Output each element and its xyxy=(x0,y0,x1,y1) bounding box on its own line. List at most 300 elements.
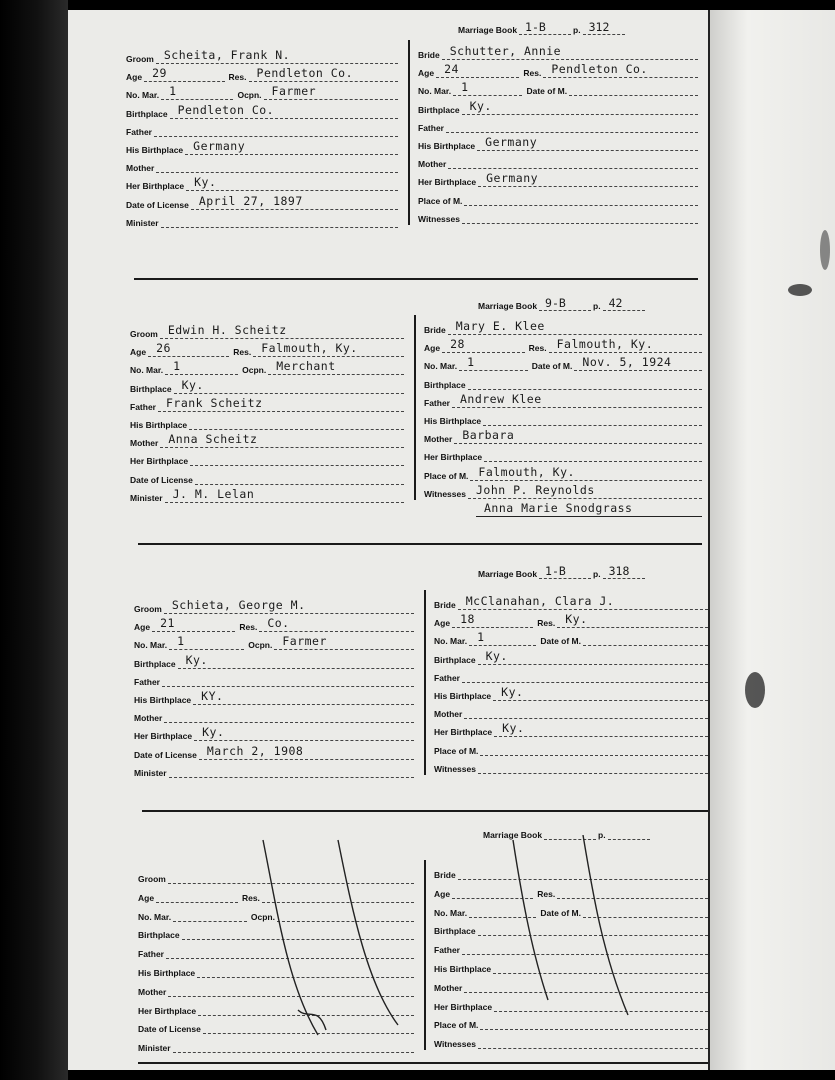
field-line-his-birthplace xyxy=(493,686,708,701)
field-label-birthplace: Birthplace xyxy=(138,930,180,941)
marriage-book-label: Marriage Book xyxy=(458,25,518,35)
bride-name-value: McClanahan, Clara J. xyxy=(465,594,615,608)
bride-witness-2-value: Anna Marie Snodgrass xyxy=(484,501,633,515)
groom-his-birthplace-value: KY. xyxy=(201,689,224,703)
field-label-her-birthplace: Her Birthplace xyxy=(434,727,493,738)
page-label: p. xyxy=(593,569,601,579)
page-label: p. xyxy=(593,301,601,311)
groom-field-row xyxy=(126,137,398,155)
field-label-witnesses: Witnesses xyxy=(418,213,460,224)
field-label-her-birthplace: Her Birthplace xyxy=(138,1005,197,1016)
field-line-name xyxy=(458,595,708,610)
bride-father-value: Andrew Klee xyxy=(459,391,542,406)
field-line-his-birthplace xyxy=(477,136,698,151)
field-label-bride: Bride xyxy=(424,325,446,335)
field-label-date-of-m: Date of M. xyxy=(540,907,581,918)
bride-date-of-m-value: Nov. 5, 1924 xyxy=(582,355,672,370)
groom-birthplace-value: Pendleton Co. xyxy=(177,102,275,117)
field-label-birthplace: Birthplace xyxy=(130,383,172,394)
field-line-name xyxy=(448,320,702,335)
groom-res-value: Co. xyxy=(267,616,290,631)
pen-stroke xyxy=(338,840,398,1025)
groom-field-row xyxy=(134,614,414,632)
field-label-date-of-license: Date of License xyxy=(138,1024,201,1035)
field-line-no-mar xyxy=(453,81,522,96)
field-label-mother: Mother xyxy=(434,709,463,720)
record-divider xyxy=(138,543,702,545)
field-label-birthplace: Birthplace xyxy=(434,926,476,937)
field-label-no-mar: No. Mar. xyxy=(418,86,452,97)
field-line-minister xyxy=(165,488,404,503)
field-line-father xyxy=(162,672,414,687)
field-line-age xyxy=(442,338,525,353)
field-label-his-birthplace: His Birthplace xyxy=(424,416,482,426)
scan-background-left xyxy=(0,0,68,1080)
field-line-witnesses xyxy=(462,209,698,224)
field-line-date-of-license xyxy=(191,195,398,210)
field-label-res: Res. xyxy=(528,343,547,354)
bride-age-value: 28 xyxy=(450,337,465,352)
bride-field-row xyxy=(424,426,702,444)
record-divider xyxy=(142,810,708,812)
groom-field-row xyxy=(126,210,398,228)
groom-field-row xyxy=(126,46,398,64)
field-label-ocpn: Ocpn. xyxy=(242,365,267,376)
field-label-age: Age xyxy=(138,892,155,903)
field-line-place-of-m xyxy=(480,741,708,756)
bride-field-row xyxy=(434,647,708,665)
bride-field-row xyxy=(424,481,702,499)
field-label-date-of-license: Date of License xyxy=(126,199,189,210)
page-number: 312 xyxy=(583,20,625,35)
field-line-father xyxy=(462,668,708,683)
groom-field-row xyxy=(134,760,414,778)
field-line-witnesses-2 xyxy=(486,778,708,792)
bride-field-row xyxy=(424,408,702,426)
field-label-no-mar: No. Mar. xyxy=(130,365,164,376)
field-line-date-of-m xyxy=(583,631,708,646)
field-label-age: Age xyxy=(130,347,147,358)
field-line-her-birthplace xyxy=(190,451,404,466)
groom-field-row xyxy=(126,64,398,82)
bride-field-row xyxy=(424,353,702,371)
field-line-name xyxy=(156,49,398,64)
groom-age-value: 29 xyxy=(152,66,167,81)
field-label-bride: Bride xyxy=(434,600,456,610)
field-line-no-mar xyxy=(165,360,238,375)
field-label-no-mar: No. Mar. xyxy=(126,90,160,101)
field-label-birthplace: Birthplace xyxy=(134,658,176,669)
field-line-birthplace xyxy=(178,654,414,669)
field-label-mother: Mother xyxy=(424,434,453,445)
field-line-her-birthplace xyxy=(494,722,708,737)
field-line-witnesses xyxy=(478,759,708,774)
field-label-minister: Minister xyxy=(126,217,159,228)
field-label-father: Father xyxy=(126,126,152,137)
field-label-witnesses: Witnesses xyxy=(434,1039,476,1050)
pen-strokes-cancelled-record xyxy=(68,835,710,1070)
field-label-res: Res. xyxy=(233,347,252,358)
bride-witness-row-2 xyxy=(484,774,708,792)
groom-field-row xyxy=(126,101,398,119)
field-line-birthplace xyxy=(174,379,404,394)
bride-field-row xyxy=(434,665,708,683)
bride-witness-row-2 xyxy=(474,499,702,517)
bride-no-mar-value: 1 xyxy=(467,355,475,370)
field-line-no-mar xyxy=(469,631,536,646)
record-divider xyxy=(134,278,698,280)
bride-field-row xyxy=(418,169,698,187)
groom-age-value: 21 xyxy=(160,616,175,631)
bride-field-row xyxy=(418,115,698,133)
field-label-her-birthplace: Her Birthplace xyxy=(130,456,189,467)
groom-ocpn-value: Farmer xyxy=(271,84,317,99)
bride-field-row xyxy=(418,78,698,96)
bride-field-row xyxy=(424,335,702,353)
page-label: p. xyxy=(573,25,581,35)
bride-field-row xyxy=(434,719,708,737)
bride-field-row xyxy=(434,756,708,774)
bride-birthplace-value: Ky. xyxy=(485,648,508,663)
field-label-mother: Mother xyxy=(418,159,447,170)
field-line-birthplace xyxy=(170,104,398,119)
field-label-res: Res. xyxy=(241,892,260,903)
field-label-father: Father xyxy=(134,676,160,687)
groom-field-row xyxy=(134,596,414,614)
field-line-name xyxy=(164,599,414,614)
bride-place-of-m-value: Falmouth, Ky. xyxy=(478,464,575,479)
groom-field-row xyxy=(130,357,404,375)
field-line-name xyxy=(160,324,404,339)
field-line-birthplace xyxy=(462,100,698,115)
field-label-res: Res. xyxy=(537,618,556,629)
bride-field-row xyxy=(418,133,698,151)
field-line-mother xyxy=(160,433,404,448)
groom-ocpn-value: Merchant xyxy=(276,359,336,374)
field-line-father xyxy=(452,393,702,408)
field-label-ocpn: Ocpn. xyxy=(237,90,262,101)
groom-field-row xyxy=(130,430,404,448)
field-label-witnesses: Witnesses xyxy=(434,763,476,774)
field-label-groom: Groom xyxy=(138,874,166,884)
field-label-his-birthplace: His Birthplace xyxy=(434,964,492,974)
field-label-res: Res. xyxy=(228,72,247,83)
field-line-date-of-license xyxy=(199,745,414,760)
bride-field-row xyxy=(434,592,708,610)
bride-res-value: Ky. xyxy=(565,612,588,627)
field-label-no-mar: No. Mar. xyxy=(434,636,468,647)
ink-smudge xyxy=(745,672,765,708)
field-label-witnesses: Witnesses xyxy=(424,488,466,499)
field-label-no-mar: No. Mar. xyxy=(424,361,458,372)
marriage-book-ref xyxy=(478,296,647,311)
field-label-his-birthplace: His Birthplace xyxy=(434,691,492,701)
groom-field-row xyxy=(126,192,398,210)
groom-field-row xyxy=(130,485,404,503)
field-label-bride: Bride xyxy=(418,50,440,60)
field-line-no-mar xyxy=(161,85,233,100)
groom-birthplace-value: Ky. xyxy=(181,377,204,392)
groom-father-value: Frank Scheitz xyxy=(165,395,263,410)
field-label-age: Age xyxy=(126,72,143,83)
groom-field-row xyxy=(126,173,398,191)
groom-date-of-license-value: March 2, 1908 xyxy=(206,743,304,758)
field-line-his-birthplace xyxy=(193,690,414,705)
field-label-date-of-license: Date of License xyxy=(130,474,193,485)
groom-res-value: Falmouth, Ky. xyxy=(261,341,358,356)
bride-her-birthplace-value: Ky. xyxy=(502,721,525,736)
groom-field-row xyxy=(130,467,404,485)
field-label-place-of-m: Place of M. xyxy=(434,745,479,756)
field-label-groom: Groom xyxy=(130,329,158,339)
field-line-father xyxy=(158,397,404,412)
field-label-res: Res. xyxy=(239,622,258,633)
groom-age-value: 26 xyxy=(156,341,171,356)
bride-field-row xyxy=(434,738,708,756)
groom-res-value: Pendleton Co. xyxy=(256,66,354,81)
groom-his-birthplace-value: Germany xyxy=(193,139,246,153)
field-label-ocpn: Ocpn. xyxy=(248,640,273,651)
field-label-birthplace: Birthplace xyxy=(434,654,476,665)
bride-his-birthplace-value: Ky. xyxy=(501,685,524,699)
field-label-age: Age xyxy=(134,622,151,633)
field-line-res xyxy=(543,63,698,78)
field-line-place-of-m xyxy=(464,191,698,206)
marriage-book-number: 1-B xyxy=(539,564,591,579)
bride-field-row xyxy=(424,317,702,335)
field-line-ocpn xyxy=(274,635,414,650)
field-label-his-birthplace: His Birthplace xyxy=(130,420,188,430)
column-divider xyxy=(414,315,416,500)
bride-no-mar-value: 1 xyxy=(461,80,469,95)
bride-field-row xyxy=(434,628,708,646)
field-line-age xyxy=(436,63,519,78)
page-bottom-rule xyxy=(138,1062,710,1064)
bride-field-row xyxy=(418,97,698,115)
bride-name-value: Mary E. Klee xyxy=(455,319,545,333)
field-line-no-mar xyxy=(459,356,528,371)
field-label-her-birthplace: Her Birthplace xyxy=(424,452,483,463)
bride-mother-value: Barbara xyxy=(462,428,515,443)
field-label-his-birthplace: His Birthplace xyxy=(138,968,196,978)
groom-field-row xyxy=(130,339,404,357)
groom-name-value: Edwin H. Scheitz xyxy=(167,323,287,337)
page-label: p. xyxy=(598,830,606,840)
groom-field-row xyxy=(126,119,398,137)
field-label-minister: Minister xyxy=(134,767,167,778)
field-line-no-mar xyxy=(169,635,244,650)
groom-field-row xyxy=(126,82,398,100)
pen-stroke xyxy=(513,840,548,1000)
bride-field-row xyxy=(434,610,708,628)
column-divider xyxy=(424,590,426,775)
scan-background-right xyxy=(710,10,835,1070)
bride-field-row xyxy=(424,390,702,408)
field-label-mother: Mother xyxy=(126,163,155,174)
field-line-res xyxy=(249,67,398,82)
field-line-her-birthplace xyxy=(186,176,398,191)
groom-field-row xyxy=(134,669,414,687)
field-label-age: Age xyxy=(434,618,451,629)
field-label-date-of-m: Date of M. xyxy=(531,361,573,372)
groom-no-mar-value: 1 xyxy=(177,634,185,649)
field-label-ocpn: Ocpn. xyxy=(250,911,275,922)
field-label-date-of-m: Date of M. xyxy=(526,86,568,97)
field-line-age xyxy=(148,342,229,357)
field-line-witnesses xyxy=(468,484,702,499)
column-divider xyxy=(408,40,410,225)
bride-birthplace-value: Ky. xyxy=(469,98,492,113)
field-label-father: Father xyxy=(138,949,164,960)
groom-minister-value: J. M. Lelan xyxy=(172,486,255,501)
bride-witness-row-2 xyxy=(468,224,698,242)
field-label-groom: Groom xyxy=(134,604,162,614)
field-label-place-of-m: Place of M. xyxy=(418,195,463,206)
field-line-his-birthplace xyxy=(185,140,398,155)
field-label-mother: Mother xyxy=(134,713,163,724)
field-label-birthplace: Birthplace xyxy=(424,379,466,390)
field-line-her-birthplace xyxy=(484,447,702,462)
groom-her-birthplace-value: Ky. xyxy=(194,175,217,190)
bride-her-birthplace-value: Germany xyxy=(486,171,539,186)
field-label-place-of-m: Place of M. xyxy=(424,470,469,481)
field-line-res xyxy=(253,342,404,357)
pen-stroke xyxy=(583,835,628,1015)
field-line-her-birthplace xyxy=(194,726,414,741)
marriage-record-3 xyxy=(68,564,710,850)
field-label-groom: Groom xyxy=(126,54,154,64)
field-line-her-birthplace xyxy=(478,172,698,187)
bride-res-value: Pendleton Co. xyxy=(551,62,648,77)
bride-age-value: 18 xyxy=(460,612,475,627)
bride-field-row xyxy=(434,701,708,719)
field-line-birthplace xyxy=(468,375,702,390)
field-line-date-of-license xyxy=(195,470,404,485)
field-line-age xyxy=(452,613,533,628)
groom-field-row xyxy=(134,651,414,669)
field-label-date-of-license: Date of License xyxy=(134,749,197,760)
field-line-father xyxy=(446,118,698,133)
bride-field-row xyxy=(424,444,702,462)
field-label-mother: Mother xyxy=(130,438,159,449)
field-label-father: Father xyxy=(130,401,156,412)
bride-name-value: Schutter, Annie xyxy=(449,44,562,58)
groom-field-row xyxy=(130,394,404,412)
field-line-date-of-m xyxy=(569,81,698,96)
groom-field-row xyxy=(130,412,404,430)
page-edge xyxy=(708,10,710,1070)
field-label-his-birthplace: His Birthplace xyxy=(126,145,184,155)
field-label-res: Res. xyxy=(537,888,556,899)
groom-field-row xyxy=(130,376,404,394)
field-label-father: Father xyxy=(434,672,460,683)
groom-field-row xyxy=(134,742,414,760)
field-line-witnesses-2 xyxy=(470,228,698,242)
groom-her-birthplace-value: Ky. xyxy=(202,725,225,740)
field-label-father: Father xyxy=(418,122,444,133)
groom-field-row xyxy=(126,155,398,173)
bride-witnesses-value: John P. Reynolds xyxy=(475,482,595,497)
groom-mother-value: Anna Scheitz xyxy=(168,432,258,447)
bride-field-row xyxy=(418,188,698,206)
field-label-bride: Bride xyxy=(434,870,456,880)
field-label-her-birthplace: Her Birthplace xyxy=(134,731,193,742)
ink-smudge xyxy=(788,284,812,296)
field-line-mother xyxy=(464,704,708,719)
field-line-res xyxy=(549,338,702,353)
bride-age-value: 24 xyxy=(444,62,459,77)
field-line-mother xyxy=(454,429,702,444)
groom-field-row xyxy=(130,321,404,339)
bride-field-row xyxy=(418,42,698,60)
ink-smudge xyxy=(820,230,830,270)
field-line-father xyxy=(154,122,398,137)
field-line-minister xyxy=(169,763,414,778)
groom-birthplace-value: Ky. xyxy=(185,652,208,667)
bride-his-birthplace-value: Germany xyxy=(485,135,538,149)
marriage-book-label: Marriage Book xyxy=(483,830,543,840)
field-label-birthplace: Birthplace xyxy=(418,104,460,115)
bride-no-mar-value: 1 xyxy=(477,630,485,645)
field-line-mother xyxy=(448,154,698,169)
field-label-no-mar: No. Mar. xyxy=(134,640,168,651)
field-line-minister xyxy=(161,213,398,228)
groom-name-value: Schieta, George M. xyxy=(171,598,306,612)
field-line-res xyxy=(259,617,414,632)
page-number: 318 xyxy=(603,564,645,579)
field-label-her-birthplace: Her Birthplace xyxy=(418,177,477,188)
field-line-ocpn xyxy=(268,360,404,375)
groom-field-row xyxy=(134,687,414,705)
bride-res-value: Falmouth, Ky. xyxy=(556,337,654,352)
field-line-age xyxy=(144,67,224,82)
marriage-book-label: Marriage Book xyxy=(478,569,538,579)
groom-field-row xyxy=(134,632,414,650)
marriage-record-2 xyxy=(68,295,710,575)
field-label-minister: Minister xyxy=(130,492,163,503)
bride-field-row xyxy=(418,151,698,169)
field-line-mother xyxy=(156,158,398,173)
field-label-father: Father xyxy=(434,945,460,956)
field-label-her-birthplace: Her Birthplace xyxy=(126,181,185,192)
pen-stroke xyxy=(298,1010,326,1030)
field-label-age: Age xyxy=(424,343,441,354)
field-label-his-birthplace: His Birthplace xyxy=(418,141,476,151)
groom-no-mar-value: 1 xyxy=(169,84,177,99)
marriage-book-ref xyxy=(478,564,647,579)
field-label-age: Age xyxy=(434,888,451,899)
field-line-witnesses-2 xyxy=(476,502,702,517)
field-line-res xyxy=(557,613,708,628)
field-line-date-of-m xyxy=(574,356,702,371)
field-label-mother: Mother xyxy=(138,986,167,997)
field-label-mother: Mother xyxy=(434,982,463,993)
field-line-name xyxy=(442,45,698,60)
marriage-record-1 xyxy=(68,20,710,300)
field-label-age: Age xyxy=(418,68,435,79)
field-line-age xyxy=(152,617,235,632)
groom-no-mar-value: 1 xyxy=(173,359,181,374)
groom-date-of-license-value: April 27, 1897 xyxy=(198,193,303,208)
groom-field-row xyxy=(134,705,414,723)
field-label-her-birthplace: Her Birthplace xyxy=(434,1001,493,1012)
groom-name-value: Scheita, Frank N. xyxy=(163,48,291,62)
bride-field-row xyxy=(418,206,698,224)
field-line-place-of-m xyxy=(470,466,702,481)
pen-stroke xyxy=(263,840,318,1035)
bride-field-row xyxy=(434,683,708,701)
field-line-his-birthplace xyxy=(189,415,404,430)
